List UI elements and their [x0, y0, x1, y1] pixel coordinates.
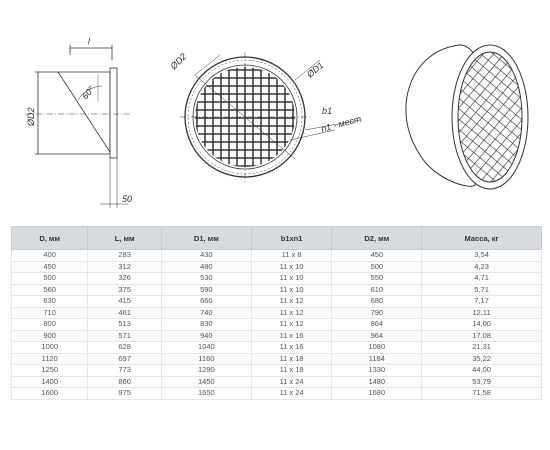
table-cell: 450 — [332, 250, 422, 262]
table-row — [12, 319, 542, 331]
table-cell: 710 — [12, 307, 88, 319]
table-cell: 1040 — [161, 342, 251, 354]
table-cell: 11 х 24 — [251, 376, 332, 388]
table-cell: 1080 — [332, 342, 422, 354]
table-header-row — [12, 227, 542, 250]
table-cell: 500 — [12, 273, 88, 285]
table-cell: 513 — [88, 319, 162, 331]
angle-label: 60° — [79, 84, 97, 102]
table-row — [12, 365, 542, 377]
table-cell: 800 — [12, 319, 88, 331]
table-cell: 11 х 18 — [251, 365, 332, 377]
table-cell: 461 — [88, 307, 162, 319]
table-cell: 590 — [161, 284, 251, 296]
table-cell: 44,00 — [422, 365, 542, 377]
table-cell: 17,08 — [422, 330, 542, 342]
table-cell: 964 — [332, 330, 422, 342]
table-cell: 5,71 — [422, 284, 542, 296]
header-mass: Масса, кг — [422, 227, 542, 250]
table-row — [12, 284, 542, 296]
table-cell: 1330 — [332, 365, 422, 377]
table-cell: 7,17 — [422, 296, 542, 308]
table-cell: 1184 — [332, 353, 422, 365]
diameter-d2-label: ØD2 — [26, 107, 36, 126]
hole-count-label: n1 - мест — [319, 113, 363, 134]
header-l: L, мм — [88, 227, 162, 250]
isometric-view-drawing — [390, 40, 540, 195]
table-cell: 21,31 — [422, 342, 542, 354]
table-cell: 35,22 — [422, 353, 542, 365]
table-cell: 1160 — [161, 353, 251, 365]
table-cell: 375 — [88, 284, 162, 296]
table-cell: 628 — [88, 342, 162, 354]
header-d2: D2, мм — [332, 227, 422, 250]
table-cell: 790 — [332, 307, 422, 319]
table-cell: 53,79 — [422, 376, 542, 388]
side-view-drawing — [10, 30, 150, 220]
header-d1: D1, мм — [161, 227, 251, 250]
table-cell: 830 — [161, 319, 251, 331]
table-cell: 530 — [161, 273, 251, 285]
table-cell: 610 — [332, 284, 422, 296]
table-cell: 773 — [88, 365, 162, 377]
table-cell: 1450 — [161, 376, 251, 388]
table-cell: 430 — [161, 250, 251, 262]
table-row — [12, 296, 542, 308]
table-cell: 400 — [12, 250, 88, 262]
table-row — [12, 342, 542, 354]
table-cell: 11 х 10 — [251, 273, 332, 285]
table-cell: 571 — [88, 330, 162, 342]
table-cell: 1400 — [12, 376, 88, 388]
table-cell: 11 х 10 — [251, 284, 332, 296]
table-cell: 900 — [12, 330, 88, 342]
table-cell: 940 — [161, 330, 251, 342]
front-view-drawing — [160, 40, 380, 190]
table-cell: 860 — [88, 376, 162, 388]
table-cell: 11 х 12 — [251, 307, 332, 319]
table-cell: 450 — [12, 261, 88, 273]
table-cell: 1120 — [12, 353, 88, 365]
table-cell: 864 — [332, 319, 422, 331]
table-cell: 3,54 — [422, 250, 542, 262]
table-cell: 283 — [88, 250, 162, 262]
front-diameter-d2-label: ØD2 — [168, 51, 189, 72]
table-cell: 71,58 — [422, 388, 542, 400]
table-row — [12, 273, 542, 285]
table-cell: 1480 — [332, 376, 422, 388]
table-cell: 1000 — [12, 342, 88, 354]
header-b1xn1: b1xn1 — [251, 227, 332, 250]
table-cell: 680 — [332, 296, 422, 308]
table-cell: 11 х 16 — [251, 330, 332, 342]
table-cell: 697 — [88, 353, 162, 365]
table-cell: 975 — [88, 388, 162, 400]
table-cell: 480 — [161, 261, 251, 273]
table-cell: 1600 — [12, 388, 88, 400]
table-cell: 14,00 — [422, 319, 542, 331]
table-cell: 1650 — [161, 388, 251, 400]
table-cell: 550 — [332, 273, 422, 285]
table-row — [12, 330, 542, 342]
table-cell: 630 — [12, 296, 88, 308]
table-cell: 11 х 18 — [251, 353, 332, 365]
table-row — [12, 353, 542, 365]
table-cell: 11 х 8 — [251, 250, 332, 262]
table-cell: 1250 — [12, 365, 88, 377]
table-row — [12, 307, 542, 319]
table-cell: 4,71 — [422, 273, 542, 285]
flange-width-label: 50 — [122, 194, 133, 204]
technical-drawings — [0, 0, 550, 220]
table-cell: 660 — [161, 296, 251, 308]
table-cell: 560 — [12, 284, 88, 296]
table-cell: 312 — [88, 261, 162, 273]
front-diameter-d1-label: ØD1 — [304, 59, 326, 80]
table-row — [12, 376, 542, 388]
table-cell: 500 — [332, 261, 422, 273]
hole-width-label: b1 — [322, 106, 333, 116]
table-cell: 11 х 10 — [251, 261, 332, 273]
table-cell: 12,11 — [422, 307, 542, 319]
header-d: D, мм — [12, 227, 88, 250]
table-cell: 11 х 24 — [251, 388, 332, 400]
specification-table — [11, 226, 542, 400]
table-cell: 326 — [88, 273, 162, 285]
table-row — [12, 261, 542, 273]
table-cell: 1290 — [161, 365, 251, 377]
table-row — [12, 388, 542, 400]
table-cell: 415 — [88, 296, 162, 308]
table-body — [12, 250, 542, 400]
table-cell: 740 — [161, 307, 251, 319]
table-row — [12, 250, 542, 262]
table-cell: 11 х 12 — [251, 296, 332, 308]
table-cell: 11 х 16 — [251, 342, 332, 354]
table-cell: 11 х 12 — [251, 319, 332, 331]
table-cell: 1680 — [332, 388, 422, 400]
table-cell: 4,23 — [422, 261, 542, 273]
length-label: l — [88, 36, 90, 46]
